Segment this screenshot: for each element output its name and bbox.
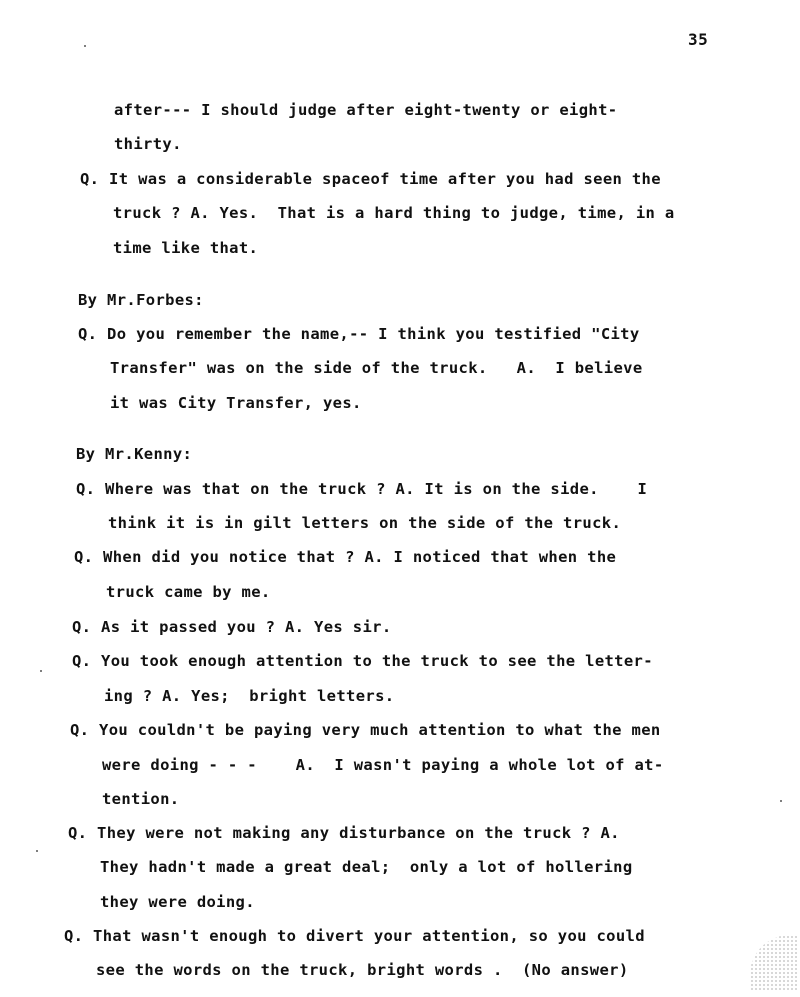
scan-speck	[780, 800, 782, 802]
scan-noise	[750, 935, 798, 990]
transcript-line: tention.	[102, 790, 180, 808]
transcript-line: after--- I should judge after eight-twenty or eight-	[114, 101, 618, 119]
transcript-line: truck ? A. Yes. That is a hard thing to judge, time, in a	[113, 204, 675, 222]
transcript-line: Q. As it passed you ? A. Yes sir.	[72, 618, 392, 636]
transcript-line: think it is in gilt letters on the side of the truck.	[108, 514, 622, 532]
transcript-line: see the words on the truck, bright words . (No answer)	[96, 961, 629, 979]
transcript-line: Q. You couldn't be paying very much attention to what the men	[70, 721, 661, 739]
scan-speck	[40, 670, 42, 672]
transcript-line: Q. Where was that on the truck ? A. It is on the side. I	[76, 480, 648, 498]
transcript-line: thirty.	[114, 135, 182, 153]
examiner-heading: By Mr.Forbes:	[78, 291, 204, 309]
scan-speck	[84, 45, 86, 47]
transcript-line: Q. It was a considerable spaceof time after you had seen the	[80, 170, 661, 188]
transcript-line: Q. Do you remember the name,-- I think you testified "City	[78, 325, 640, 343]
transcript-line: Q. They were not making any disturbance on the truck ? A.	[68, 824, 620, 842]
transcript-line: Q. You took enough attention to the truck to see the letter-	[72, 652, 653, 670]
transcript-line: were doing - - - A. I wasn't paying a whole lot of at-	[102, 756, 664, 774]
transcript-line: Q. When did you notice that ? A. I noticed that when the	[74, 548, 617, 566]
scan-speck	[36, 850, 38, 852]
transcript-line: ing ? A. Yes; bright letters.	[104, 687, 395, 705]
transcript-line: they were doing.	[100, 893, 255, 911]
transcript-line: They hadn't made a great deal; only a lot of hollering	[100, 858, 633, 876]
transcript-line: Q. That wasn't enough to divert your attention, so you could	[64, 927, 645, 945]
transcript-line: truck came by me.	[106, 583, 271, 601]
transcript-line: time like that.	[113, 239, 259, 257]
examiner-heading: By Mr.Kenny:	[76, 445, 193, 463]
page-number: 35	[688, 30, 709, 49]
transcript-line: it was City Transfer, yes.	[110, 394, 362, 412]
transcript-line: Transfer" was on the side of the truck. A. I believe	[110, 359, 643, 377]
